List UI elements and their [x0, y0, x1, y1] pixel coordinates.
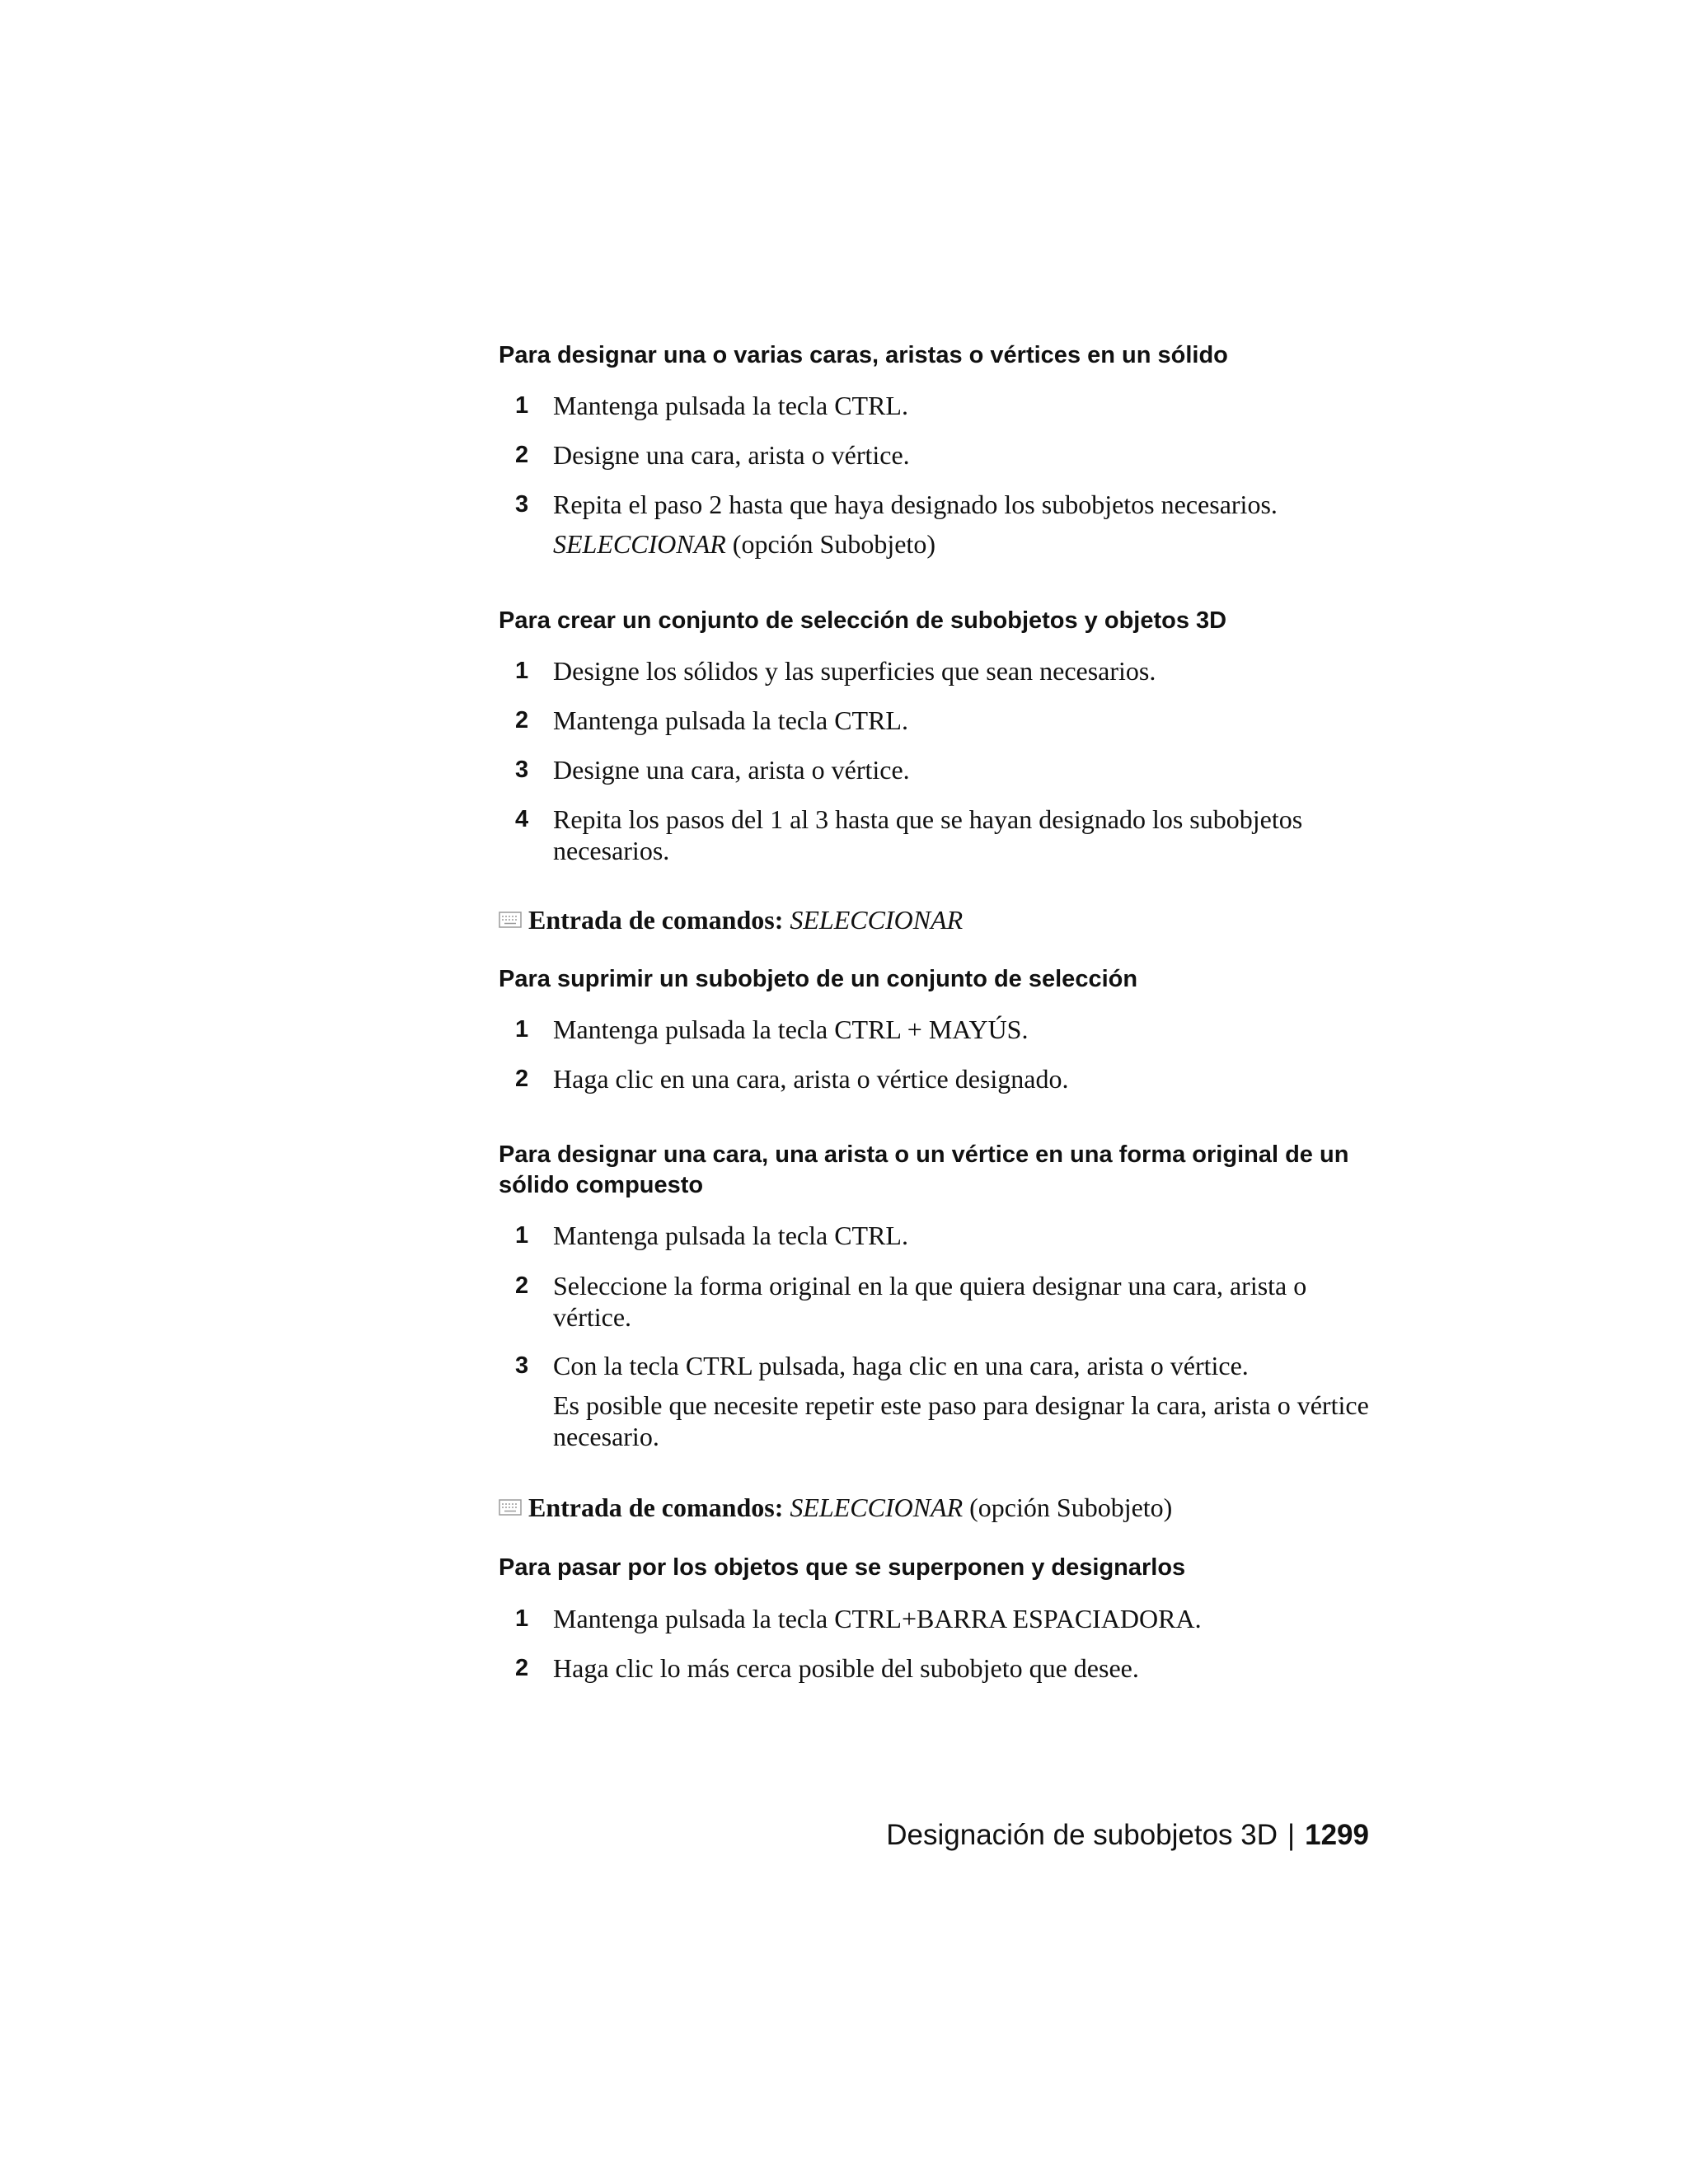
footer-section-title: Designación de subobjetos 3D: [886, 1819, 1278, 1851]
list-item: [499, 1220, 1389, 1251]
step-note: Es posible que necesite repetir este paso para designar la cara, arista o vértice necesario.: [553, 1390, 1369, 1451]
list-item: [499, 705, 1389, 736]
section-heading: Para suprimir un subobjeto de un conjunto de selección: [499, 966, 1138, 992]
list-item: [499, 655, 1389, 687]
page-footer: [886, 1816, 1369, 1854]
step-number: 2: [515, 1655, 529, 1681]
command-option: (opción Subobjeto): [725, 529, 935, 559]
command-entry-label: Entrada de comandos:: [528, 905, 784, 935]
list-item: [499, 439, 1389, 471]
section-heading: Para crear un conjunto de selección de subobjetos y objetos 3D: [499, 607, 1227, 634]
step-number: 2: [515, 1066, 529, 1092]
step-text: Mantenga pulsada la tecla CTRL.: [553, 391, 908, 420]
step-number: 2: [515, 1272, 529, 1299]
step-number: 2: [515, 707, 529, 733]
step-text: Mantenga pulsada la tecla CTRL+BARRA ESPACIADORA.: [553, 1604, 1202, 1633]
step-text: Seleccione la forma original en la que quiera designar una cara, arista o vértice.: [553, 1271, 1307, 1332]
step-text: Designe una cara, arista o vértice.: [553, 755, 910, 785]
list-item: [499, 804, 1389, 866]
command-entry: [499, 903, 1389, 936]
step-note: [553, 528, 1389, 560]
section-heading: Para designar una o varias caras, aristas o vértices en un sólido: [499, 342, 1228, 368]
command-option: (opción Subobjeto): [963, 1493, 1173, 1522]
step-number: 1: [515, 1222, 529, 1249]
section-heading: Para pasar por los objetos que se superponen y designarlos: [499, 1554, 1186, 1581]
step-text: Designe los sólidos y las superficies que sean necesarios.: [553, 656, 1156, 686]
command-entry: [499, 1491, 1389, 1524]
section-heading: Para designar una cara, una arista o un vértice en una forma original de un sólido compuesto: [499, 1141, 1349, 1198]
list-item: [499, 1270, 1389, 1333]
step-text: Mantenga pulsada la tecla CTRL.: [553, 705, 908, 735]
step-number: 1: [515, 658, 529, 684]
list-item: [499, 1014, 1389, 1045]
list-item: [499, 489, 1389, 560]
step-number: 3: [515, 757, 529, 783]
page-number: 1299: [1305, 1819, 1369, 1851]
list-item: [499, 1603, 1389, 1634]
step-text: Mantenga pulsada la tecla CTRL + MAYÚS.: [553, 1015, 1029, 1044]
command-name: SELECCIONAR: [553, 529, 726, 559]
step-number: 4: [515, 806, 529, 832]
command-entry-label: Entrada de comandos:: [528, 1493, 784, 1522]
command-name: SELECCIONAR: [790, 905, 964, 935]
step-number: 1: [515, 1016, 529, 1043]
step-text: Haga clic lo más cerca posible del subobjeto que desee.: [553, 1653, 1139, 1683]
step-number: 2: [515, 442, 529, 468]
step-text: Designe una cara, arista o vértice.: [553, 440, 910, 470]
step-number: 1: [515, 1605, 529, 1632]
keyboard-icon: [499, 912, 522, 928]
step-text: Repita los pasos del 1 al 3 hasta que se hayan designado los subobjetos necesarios.: [553, 804, 1303, 865]
step-number: 1: [515, 392, 529, 419]
keyboard-icon: [499, 1499, 522, 1516]
footer-separator: |: [1287, 1819, 1296, 1851]
list-item: [499, 1063, 1389, 1094]
list-item: [499, 1652, 1389, 1684]
step-text: Repita el paso 2 hasta que haya designado los subobjetos necesarios.: [553, 490, 1278, 519]
list-item: [499, 390, 1389, 421]
step-text: Con la tecla CTRL pulsada, haga clic en una cara, arista o vértice.: [553, 1351, 1249, 1380]
command-name: SELECCIONAR: [790, 1493, 964, 1522]
step-number: 3: [515, 1352, 529, 1379]
list-item: [499, 754, 1389, 785]
step-text: Haga clic en una cara, arista o vértice designado.: [553, 1064, 1069, 1094]
step-text: Mantenga pulsada la tecla CTRL.: [553, 1221, 908, 1250]
list-item: [499, 1350, 1389, 1452]
step-number: 3: [515, 491, 529, 518]
